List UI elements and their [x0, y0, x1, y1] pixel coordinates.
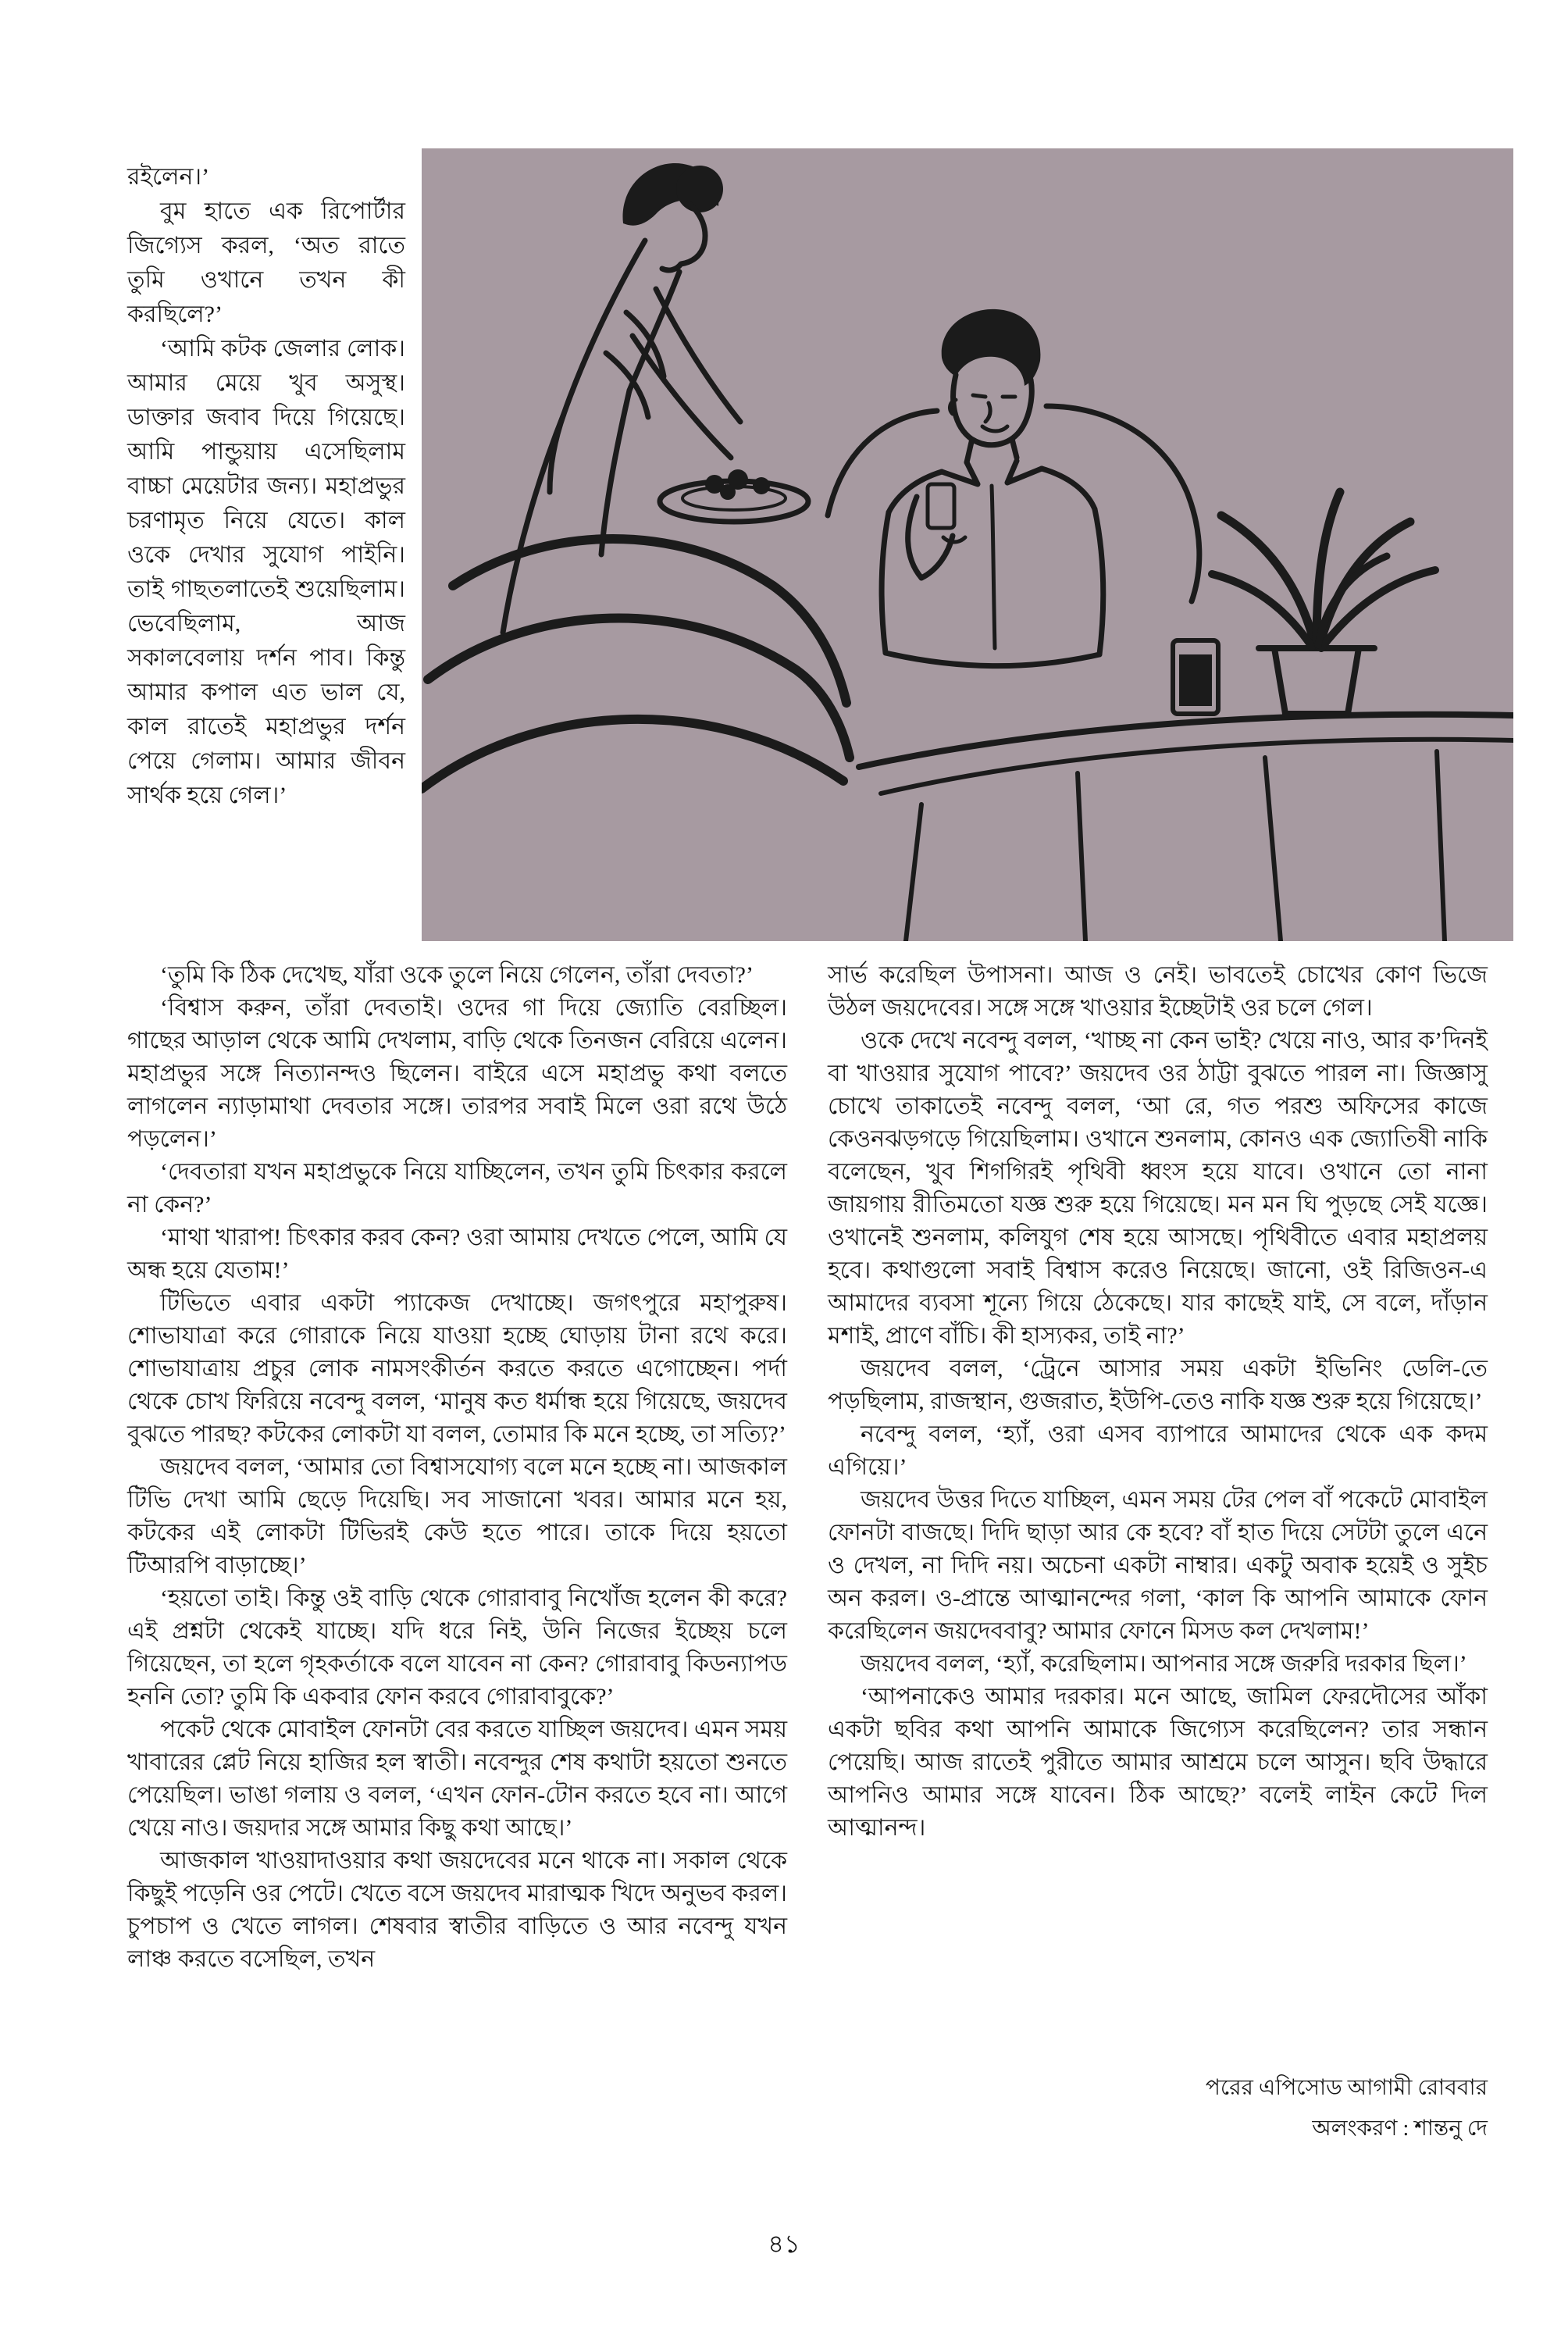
- page-number: ৪১: [768, 2230, 800, 2258]
- story-paragraph: বুম হাতে এক রিপোর্টার জিগ্যেস করল, ‘অত রাতে তুমি ওখানে তখন কী করছিলে?’: [127, 198, 405, 327]
- story-paragraph: ‘মাথা খারাপ! চিৎকার করব কেন? ওরা আমায় দেখতে পেলে, আমি যে অন্ধ হয়ে যেতাম!’: [127, 1225, 787, 1283]
- footer-credits: [1206, 2068, 1488, 2149]
- story-paragraph: আজকাল খাওয়াদাওয়ার কথা জয়দেবের মনে থাকে না। সকাল থেকে কিছুই পড়েনি ওর পেটে। খেতে বসে জয়দেব মারাত্মক খিদে অনুভব করল। চুপচাপ ও খেতে লাগল। শেষবার স্বাতীর বাড়িতে ও আর নবেন্দু যখন লাঞ্চ করতে বসেছিল, তখন: [127, 1848, 787, 1972]
- left-column: [127, 959, 787, 1976]
- story-paragraph: ‘আপনাকেও আমার দরকার। মনে আছে, জামিল ফেরদৌসের আঁকা একটা ছবির কথা আপনি আমাকে জিগ্যেস করেছিলেন? তার সন্ধান পেয়েছি। আজ রাতেই পুরীতে আমার আশ্রমে চলে আসুন। ছবি উদ্ধারে আপনিও আমার সঙ্গে যাবেন। ঠিক আছে?’ বলেই লাইন কেটে দিল আত্মানন্দ।: [828, 1684, 1488, 1841]
- story-paragraph: ‘দেবতারা যখন মহাপ্রভুকে নিয়ে যাচ্ছিলেন, তখন তুমি চিৎকার করলে না কেন?’: [127, 1159, 787, 1218]
- story-paragraph: ‘হয়তো তাই। কিন্তু ওই বাড়ি থেকে গোরাবাবু নিখোঁজ হলেন কী করে? এই প্রশ্নটা থেকেই যাচ্ছে। যদি ধরে নিই, উনি নিজের ইচ্ছেয় চলে গিয়েছেন, তা হলে গৃহকর্তাকে বলে যাবেন না কেন? গোরাবাবু কিডন্যাপড হননি তো? তুমি কি একবার ফোন করবে গোরাবাবুকে?’: [127, 1585, 787, 1710]
- woman-hair-bun: [676, 166, 723, 212]
- story-paragraph: জয়দেব বলল, ‘ট্রেনে আসার সময় একটা ইভিনিং ডেলি-তে পড়ছিলাম, রাজস্থান, গুজরাত, ইউপি-তেও নাকি যজ্ঞ শুরু হয়ে গিয়েছে।’: [828, 1356, 1488, 1414]
- story-paragraph: জয়দেব বলল, ‘হ্যাঁ, করেছিলাম। আপনার সঙ্গে জরুরি দরকার ছিল।’: [861, 1651, 1467, 1677]
- story-paragraph: ওকে দেখে নবেন্দু বলল, ‘খাচ্ছ না কেন ভাই? খেয়ে নাও, আর ক’দিনই বা খাওয়ার সুযোগ পাবে?’ জয়দেব ওর ঠাট্টা বুঝতে পারল না। জিজ্ঞাসু চোখে তাকাতেই নবেন্দু বলল, ‘আ রে, গত পরশু অফিসের কাজে কেওনঝড়গড়ে গিয়েছিলাম। ওখানে শুনলাম, কোনও এক জ্যোতিষী নাকি বলেছেন, খুব শিগগিরই পৃথিবী ধ্বংস হয়ে যাবে। ওখানে তো নানা জায়গায় রীতিমতো যজ্ঞ শুরু হয়ে গিয়েছে। মন মন ঘি পুড়ছে সেই যজ্ঞে। ওখানেই শুনলাম, কলিযুগ শেষ হয়ে আসছে। পৃথিবীতে এবার মহাপ্রলয় হবে। কথাগুলো সবাই বিশ্বাস করেও নিয়েছে। জানো, ওই রিজিওন-এ আমাদের ব্যবসা শূন্যে গিয়ে ঠেকেছে। যার কাছেই যাই, সে বলে, দাঁড়ান মশাই, প্রাণে বাঁচি। কী হাস্যকর, তাই না?’: [828, 1028, 1488, 1349]
- illustration-credit: অলংকরণ : শান্তনু দে: [1312, 2116, 1488, 2141]
- story-paragraph: সার্ভ করেছিল উপাসনা। আজ ও নেই। ভাবতেই চোখের কোণ ভিজে উঠল জয়দেবের। সঙ্গে সঙ্গে খাওয়ার ইচ্ছেটাই ওর চলে গেল।: [828, 962, 1488, 1021]
- story-paragraph: জয়দেব বলল, ‘আমার তো বিশ্বাসযোগ্য বলে মনে হচ্ছে না। আজকাল টিভি দেখা আমি ছেড়ে দিয়েছি। সব সাজানো খবর। আমার মনে হয়, কটকের এই লোকটা টিভিরই কেউ হতে পারে। তাকে দিয়ে হয়তো টিআরপি বাড়াচ্ছে।’: [127, 1454, 787, 1578]
- story-illustration: [422, 148, 1513, 941]
- story-paragraph: জয়দেব উত্তর দিতে যাচ্ছিল, এমন সময় টের পেল বাঁ পকেটে মোবাইল ফোনটা বাজছে। দিদি ছাড়া আর কে হবে? বাঁ হাত দিয়ে সেটটা তুলে এনে ও দেখল, না দিদি নয়। অচেনা একটা নাম্বার। একটু অবাক হয়েই ও সুইচ অন করল। ও-প্রান্তে আত্মানন্দের গলা, ‘কাল কি আপনি আমাকে ফোন করেছিলেন জয়দেববাবু? আমার ফোনে মিসড কল দেখলাম!’: [828, 1487, 1488, 1644]
- story-paragraph: টিভিতে এবার একটা প্যাকেজ দেখাচ্ছে। জগৎপুরে মহাপুরুষ। শোভাযাত্রা করে গোরাকে নিয়ে যাওয়া হচ্ছে ঘোড়ায় টানা রথে করে। শোভাযাত্রায় প্রচুর লোক নামসংকীর্তন করতে করতে এগোচ্ছেন। পর্দা থেকে চোখ ফিরিয়ে নবেন্দু বলল, ‘মানুষ কত ধর্মান্ধ হয়ে গিয়েছে, জয়দেব বুঝতে পারছ? কটকের লোকটা যা বলল, তোমার কি মনে হচ্ছে, তা সত্যি?’: [127, 1290, 787, 1447]
- next-episode-note: পরের এপিসোড আগামী রোববার: [1205, 2076, 1488, 2100]
- man-eye-left: [973, 395, 985, 397]
- story-paragraph: রইলেন।’: [127, 164, 210, 190]
- story-paragraph: ‘আমি কটক জেলার লোক। আমার মেয়ে খুব অসুস্থ। ডাক্তার জবাব দিয়ে গিয়েছে। আমি পান্ডুয়ায় এসেছিলাম বাচ্চা মেয়েটার জন্য। মহাপ্রভুর চরণামৃত নিয়ে যেতে। কাল ওকে দেখার সুযোগ পাইনি। তাই গাছতলাতেই শুয়েছিলাম। ভেবেছিলাম, আজ সকালবেলায় দর্শন পাব। কিন্তু আমার কপাল এত ভাল যে, কাল রাতেই মহাপ্রভুর দর্শন পেয়ে গেলাম। আমার জীবন সার্থক হয়ে গেল।’: [127, 336, 405, 808]
- intro-column: [127, 160, 405, 813]
- story-paragraph: নবেন্দু বলল, ‘হ্যাঁ, ওরা এসব ব্যাপারে আমাদের থেকে এক কদম এগিয়ে।’: [828, 1421, 1488, 1480]
- story-body: [127, 959, 1488, 1976]
- drink: [1179, 654, 1212, 706]
- story-paragraph: পকেট থেকে মোবাইল ফোনটা বের করতে যাচ্ছিল জয়দেব। এমন সময় খাবারের প্লেট নিয়ে হাজির হল স্বাতী। নবেন্দুর শেষ কথাটা হয়তো শুনতে পেয়েছিল। ভাঙা গলায় ও বলল, ‘এখন ফোন-টোন করতে হবে না। আগে খেয়ে নাও। জয়দার সঙ্গে আমার কিছু কথা আছে।’: [127, 1717, 787, 1841]
- story-paragraph: ‘তুমি কি ঠিক দেখেছ, যাঁরা ওকে তুলে নিয়ে গেলেন, তাঁরা দেবতা?’: [160, 962, 754, 988]
- right-column: [828, 959, 1488, 1976]
- story-paragraph: ‘বিশ্বাস করুন, তাঁরা দেবতাই। ওদের গা দিয়ে জ্যোতি বেরচ্ছিল। গাছের আড়াল থেকে আমি দেখলাম, বাড়ি থেকে তিনজন বেরিয়ে এলেন। মহাপ্রভুর সঙ্গে নিত্যানন্দও ছিলেন। বাইরে এসে মহাপ্রভু কথা বলতে লাগলেন ন্যাড়ামাথা দেবতার সঙ্গে। তারপর সবাই মিলে ওরা রথে উঠে পড়লেন।’: [127, 995, 787, 1152]
- illustration-canvas: [422, 148, 1513, 941]
